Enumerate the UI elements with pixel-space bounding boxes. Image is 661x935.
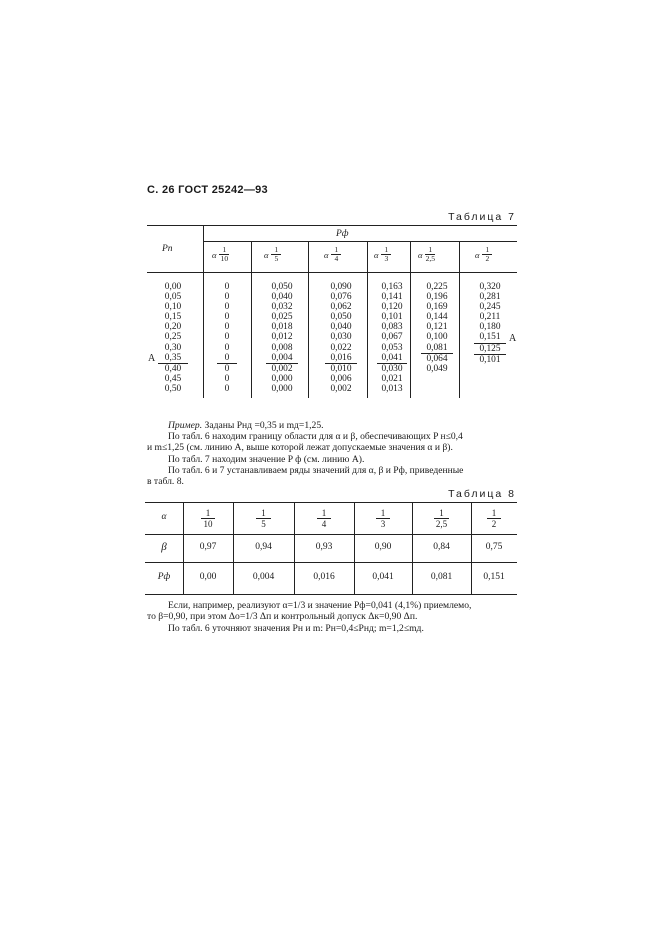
pn-value: 0,05 — [164, 292, 182, 303]
table8-row-label-beta: β — [161, 541, 167, 553]
paragraph-line: то β=0,90, при этом Δо=1/3 Δп и контрольный допуск Δк=0,90 Δп. — [147, 611, 418, 622]
table7-cell: 0 — [224, 363, 230, 374]
table7-cell: 0,006 — [330, 373, 352, 384]
table7-cell: 0,151 — [474, 332, 506, 343]
example-line: Пример. Заданы Pнд =0,35 и mд=1,25. — [168, 420, 324, 431]
table7-col-6 — [474, 282, 506, 365]
paragraph-line: По табл. 7 находим значение P ф (см. линию А). — [168, 454, 365, 465]
table8-beta-cell: 0,84 — [433, 542, 450, 552]
table8-pf-cell: 0,00 — [199, 572, 217, 582]
table7-cell: 0,121 — [426, 322, 448, 333]
alpha-symbol: α — [212, 249, 217, 260]
table7-cell: 0,013 — [381, 383, 403, 394]
table7-cell: 0 — [217, 353, 237, 364]
table7-cell: 0,016 — [325, 353, 357, 364]
table7-cell: 0,053 — [381, 342, 403, 353]
table7-cell: 0 — [224, 302, 230, 313]
table7-col-1 — [217, 282, 237, 394]
table7-cell: 0,018 — [271, 322, 293, 333]
pn-column — [158, 282, 188, 394]
table8-beta-cell: 0,90 — [374, 542, 392, 552]
paragraph-line: По табл. 6 и 7 устанавливаем ряды значений для α, β и Pф, приведенные — [168, 465, 464, 476]
table8-beta-cell: 0,75 — [485, 542, 503, 552]
table8-alpha-cell: $\frac{1}{3}$ — [354, 508, 412, 529]
paragraph-line: и m≤1,25 (см. линию А, выше которой лежат допускаемые значения α и β). — [147, 442, 453, 453]
table8-alpha-cell: $\frac{1}{2,5}$ — [435, 508, 448, 529]
table7-cell: 0,144 — [426, 312, 448, 323]
pn-value: 0,00 — [164, 282, 182, 292]
paragraph-line: в табл. 8. — [147, 476, 184, 487]
paragraph-line: По табл. 6 находим границу области для α и β, обеспечивающих P н≤0,4 — [168, 431, 463, 442]
table7-cell: 0,225 — [426, 282, 448, 292]
pn-value: 0,40 — [164, 363, 182, 374]
table7-cell: 0,067 — [381, 332, 403, 343]
table7-cell: 0,100 — [426, 332, 448, 343]
table7-cell: 0 — [224, 312, 230, 323]
table7-cell: 0,041 — [377, 353, 407, 364]
table7-cell: 0 — [224, 373, 230, 384]
table7-vline — [367, 241, 368, 398]
table7-col-5 — [421, 282, 453, 374]
pn-value: 0,25 — [164, 332, 182, 343]
table7-cell: 0,211 — [479, 312, 501, 323]
pn-header: Pп — [162, 244, 173, 254]
table7-cell: 0,002 — [271, 363, 293, 374]
table8-beta-cell: 0,97 — [199, 542, 217, 552]
table8-pf-cell: 0,016 — [313, 572, 335, 582]
table7-vline — [410, 241, 411, 398]
pn-value: 0,30 — [164, 342, 182, 353]
table8-alpha-cell: $\frac{1}{5}$ — [233, 508, 294, 529]
pn-value: 0,45 — [164, 373, 182, 384]
line-a-label-right: A — [509, 333, 517, 344]
table7-cell: 0,000 — [271, 383, 293, 394]
table8-beta-cell: 0,94 — [255, 542, 272, 552]
table7-cell: 0,180 — [479, 322, 501, 333]
table7-cell: 0,032 — [271, 302, 293, 313]
table7-cell: 0,002 — [330, 383, 352, 394]
table8-rule — [145, 534, 517, 535]
table7-cell: 0,021 — [381, 373, 403, 384]
table7-cell: 0,040 — [271, 292, 293, 303]
paragraph-line: По табл. 6 уточняют значения Pн и m: Pн=0,4≤Pнд; m=1,2≤mд. — [168, 623, 424, 634]
pf-group-header: Pф — [336, 229, 349, 239]
table7-cell: 0,125 — [474, 344, 506, 355]
table8-alpha-cell: $\frac{1}{4}$ — [294, 508, 354, 529]
table7-col-header-1: α $\frac{1}{10}$ — [212, 245, 229, 263]
table7-cell: 0,064 — [426, 353, 448, 364]
table8-pf-cell: 0,151 — [483, 572, 505, 582]
line-a-label-left: A — [148, 353, 156, 364]
table7-cell: 0,012 — [271, 332, 293, 343]
table7-cell: 0 — [224, 282, 230, 292]
table7-cell: 0,040 — [330, 322, 352, 333]
table7-cell: 0,320 — [479, 282, 501, 292]
table8-pf-cell: 0,041 — [372, 572, 394, 582]
table7-cell: 0 — [224, 322, 230, 333]
table7-cell: 0 — [224, 383, 230, 394]
table8-alpha-cell: $\frac{1}{10}$ — [183, 508, 233, 529]
table7-caption: Таблица 7 — [448, 211, 516, 223]
pn-value: 0,10 — [164, 302, 182, 313]
table8-alpha-cell: $\frac{1}{2}$ — [471, 508, 517, 529]
table7-cell: 0,169 — [426, 302, 448, 313]
table8-row-label-alpha: α — [161, 512, 167, 522]
table8-pf-cell: 0,004 — [252, 572, 275, 582]
table7-col-header-5: α $\frac{1}{2,5}$ — [418, 245, 436, 263]
pn-value: 0,15 — [164, 312, 182, 323]
table7-cell: 0,163 — [381, 282, 403, 292]
table7-cell: 0 — [224, 332, 230, 343]
table8-pf-cell: 0,081 — [430, 572, 453, 582]
pn-value: 0,50 — [164, 383, 182, 394]
pn-value: 0,20 — [164, 322, 182, 333]
table7-cell: 0,281 — [479, 292, 501, 303]
table8-caption: Таблица 8 — [448, 488, 516, 500]
table7-col-2 — [266, 282, 298, 394]
table7-cell: 0,090 — [330, 282, 352, 292]
table7-col-header-4: α $\frac{1}{3}$ — [374, 246, 391, 263]
table7-vline — [203, 225, 204, 398]
table7-cell: 0,081 — [421, 343, 453, 354]
table7-cell: 0,083 — [381, 322, 403, 333]
table7-cell: 0 — [224, 292, 230, 303]
table8-beta-cell: 0,93 — [315, 542, 333, 552]
table7-vline — [251, 241, 252, 398]
table8-bottom-rule — [145, 594, 517, 595]
table7-cell: 0,050 — [330, 312, 352, 323]
table7-cell: 0,245 — [479, 302, 501, 313]
table7-cell: 0,030 — [381, 363, 403, 374]
table7-col-3 — [325, 282, 357, 394]
table7-cell: 0,008 — [271, 342, 293, 353]
table7-cell: 0,120 — [381, 302, 403, 313]
table7-cell: 0,030 — [330, 332, 352, 343]
table7-cell: 0 — [224, 342, 230, 353]
table7-col-4 — [377, 282, 407, 394]
table7-cell: 0,049 — [426, 363, 448, 374]
table7-col-header-2: α $\frac{1}{5}$ — [264, 246, 281, 263]
table7-cell: 0,050 — [271, 282, 293, 292]
table8-rule — [145, 562, 517, 563]
table7-cell: 0,101 — [479, 354, 501, 365]
paragraph-line: Если, например, реализуют α=1/3 и значение Pф=0,041 (4,1%) приемлемо, — [168, 600, 472, 611]
table7-col-header-3: α $\frac{1}{4}$ — [324, 246, 341, 263]
table7-cell: 0,022 — [330, 342, 352, 353]
table7-vline — [308, 241, 309, 398]
page-header: С. 26 ГОСТ 25242—93 — [147, 184, 268, 196]
table7-cell: 0,000 — [271, 373, 293, 384]
table7-cell: 0,004 — [266, 353, 298, 364]
table7-cell: 0,141 — [381, 292, 403, 303]
pn-value: 0,35 — [158, 353, 188, 364]
table7-vline — [459, 241, 460, 398]
table7-cell: 0,101 — [381, 312, 403, 323]
table7-cell: 0,025 — [271, 312, 293, 323]
table7-cell: 0,196 — [426, 292, 448, 303]
table8-top-rule — [145, 502, 517, 503]
table8-row-label-pf: Pф — [157, 572, 171, 582]
table7-cell: 0,062 — [330, 302, 352, 313]
table7-col-header-6: α $\frac{1}{2}$ — [475, 246, 492, 263]
table7-cell: 0,076 — [330, 292, 352, 303]
table7-cell: 0,010 — [330, 363, 352, 374]
